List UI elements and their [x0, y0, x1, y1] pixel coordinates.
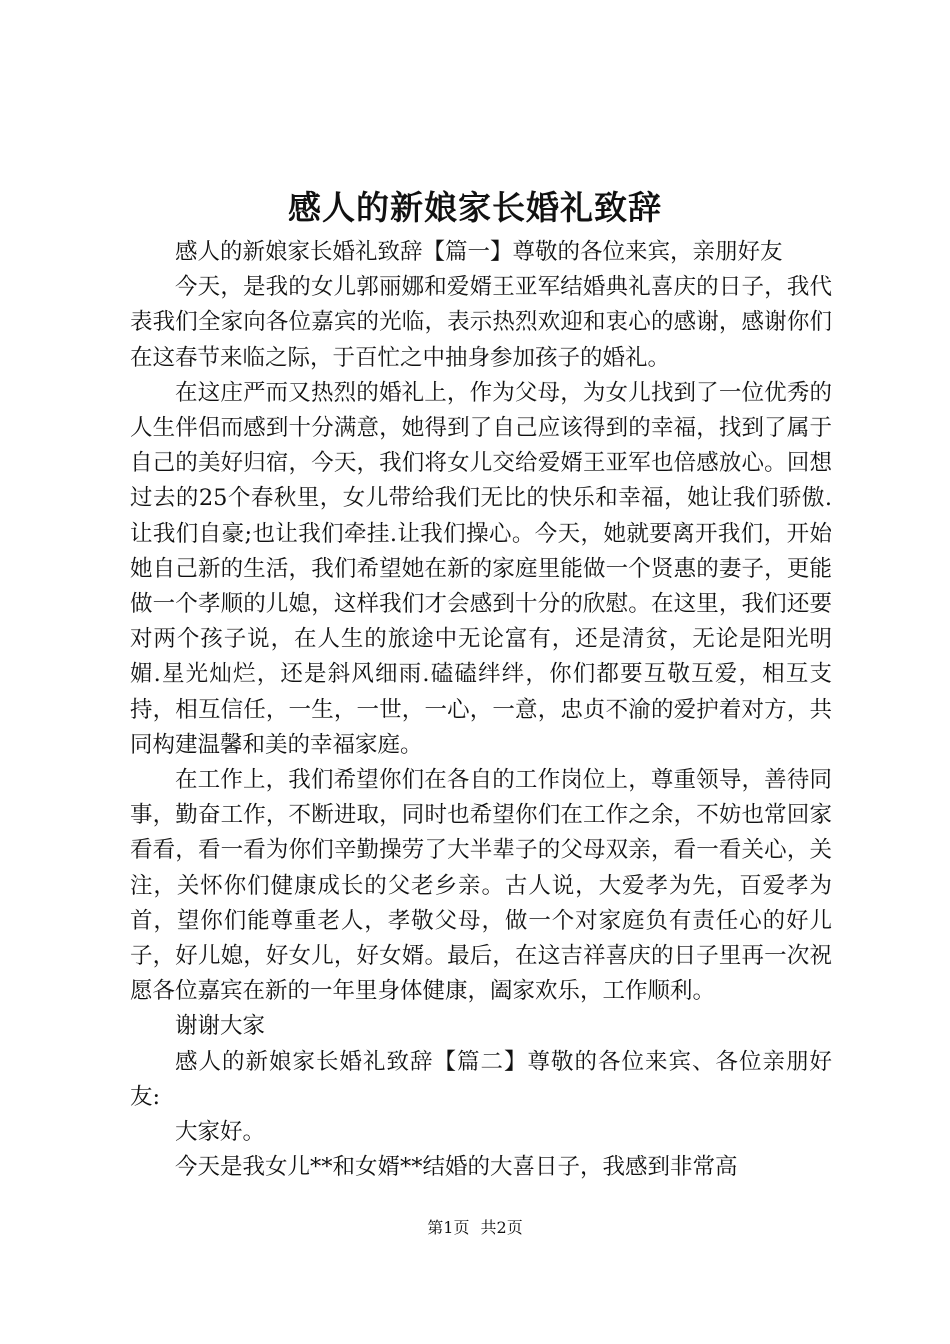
paragraph: 今天是我女儿**和女婿**结婚的大喜日子，我感到非常高 — [175, 1154, 738, 1181]
paragraph: 谢谢大家 — [175, 1013, 266, 1040]
paragraph: 在工作上，我们希望你们在各自的工作岗位上，尊重领导，善待同事，勤奋工作，不断进取，同时也希望你们在工作之余，不妨也常回家看看，看一看为你们辛勤操劳了大半辈子的父母双亲，看一看关心，关注，关怀你们健康成长的父老乡亲。古人说，大爱孝为先，百爱孝为首，望你们能尊重老人，孝敬父母，做一个对家庭负有责任心的好儿子，好儿媳，好女儿，好女婿。最后，在这吉祥喜庆的日子里再一次祝愿各位嘉宾在新的一年里身体健康，阖家欢乐，工作顺利。 — [130, 767, 832, 1005]
page-footer — [0, 1216, 950, 1240]
paragraph: 大家好。 — [175, 1119, 266, 1146]
page-number: 第1页 — [427, 1218, 470, 1237]
paragraph: 感人的新娘家长婚礼致辞【篇二】尊敬的各位来宾、各位亲朋好友: — [130, 1048, 832, 1110]
paragraph: 在这庄严而又热烈的婚礼上，作为父母，为女儿找到了一位优秀的人生伴侣而感到十分满意，她得到了自己应该得到的幸福，找到了属于自己的美好归宿，今天，我们将女儿交给爱婿王亚军也倍感放心。回想过去的25个春秋里，女儿带给我们无比的快乐和幸福，她让我们骄傲.让我们自豪;也让我们牵挂.让我们操心。今天，她就要离开我们，开始她自己新的生活，我们希望她在新的家庭里能做一个贤惠的妻子，更能做一个孝顺的儿媳，这样我们才会感到十分的欣慰。在这里，我们还要对两个孩子说，在人生的旅途中无论富有，还是清贫，无论是阳光明媚.星光灿烂，还是斜风细雨.磕磕绊绊，你们都要互敬互爱，相互支持，相互信任，一生，一世，一心，一意，忠贞不渝的爱护着对方，共同构建温馨和美的幸福家庭。 — [130, 379, 832, 758]
document-body — [130, 235, 832, 1185]
page-total: 共2页 — [480, 1218, 523, 1237]
paragraph: 今天，是我的女儿郭丽娜和爱婿王亚军结婚典礼喜庆的日子，我代表我们全家向各位嘉宾的光临，表示热烈欢迎和衷心的感谢，感谢你们在这春节来临之际，于百忙之中抽身参加孩子的婚礼。 — [130, 274, 832, 371]
paragraph: 感人的新娘家长婚礼致辞【篇一】尊敬的各位来宾，亲朋好友 — [175, 239, 783, 265]
document-title: 感人的新娘家长婚礼致辞 — [288, 188, 662, 227]
